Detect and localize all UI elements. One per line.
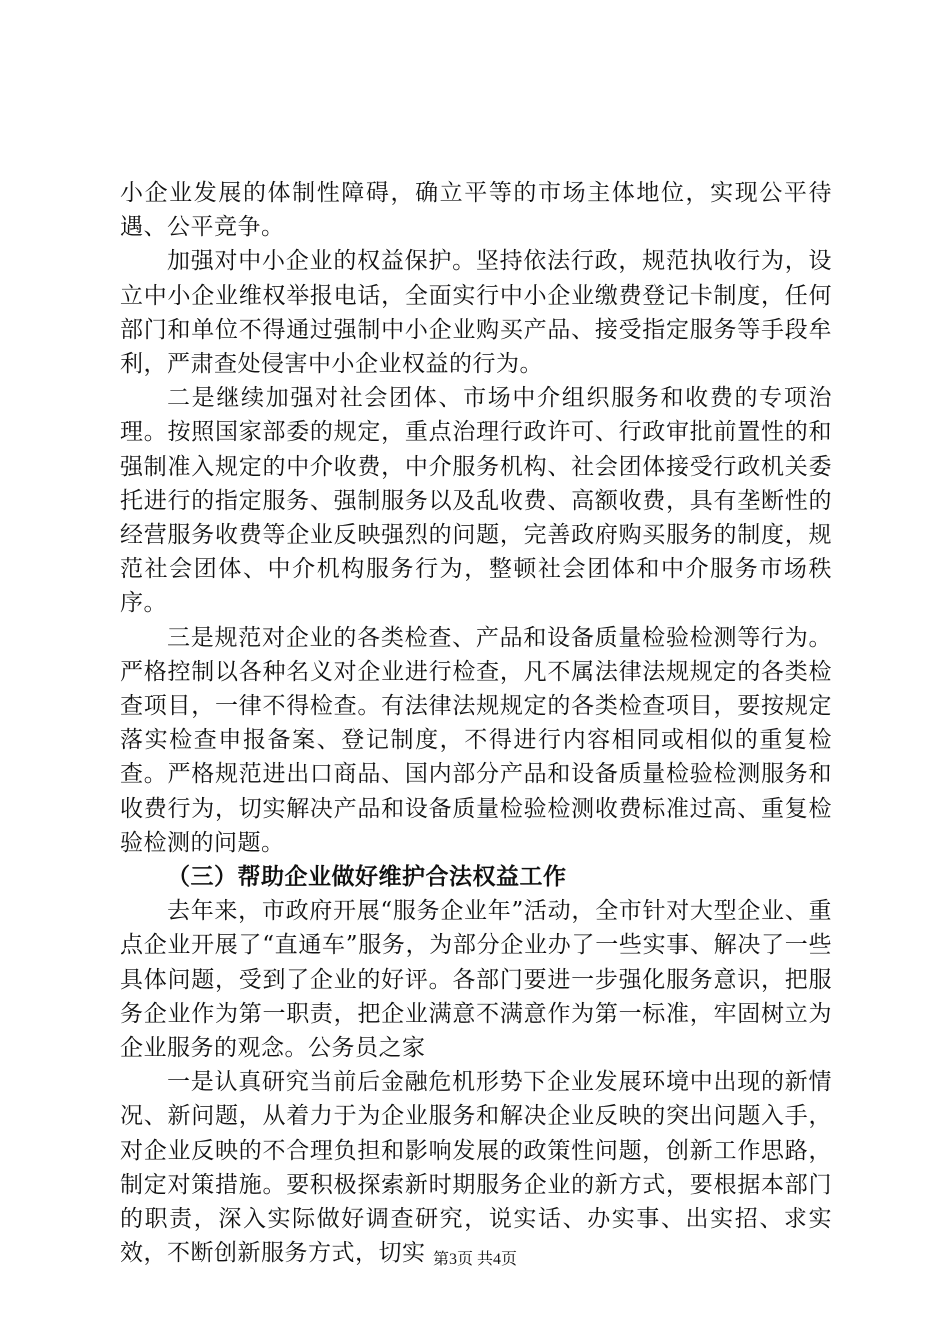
paragraph-point-one: 一是认真研究当前后金融危机形势下企业发展环境中出现的新情况、新问题，从着力于为企业服务和解决企业反映的突出问题入手，对企业反映的不合理负担和影响发展的政策性问题，创新工作思路，制定对策措施。要积极探索新时期服务企业的新方式，要根据本部门的职责，深入实际做好调查研究，说实话、办实事、出实招、求实效，不断创新服务方式，切实 — [120, 1069, 832, 1267]
section-heading: （三）帮助企业做好维护合法权益工作 — [167, 864, 567, 891]
paragraph-continuation: 小企业发展的体制性障碍，确立平等的市场主体地位，实现公平待遇、公平竞争。 — [120, 180, 832, 241]
paragraph-service-year: 去年来，市政府开展“服务企业年”活动，全市针对大型企业、重点企业开展了“直通车”服务，为部分企业办了一些实事、解决了一些具体问题，受到了企业的好评。各部门要进一步强化服务意识，把服务企业作为第一职责，把企业满意不满意作为第一标准，牢固树立为企业服务的观念。公务员之家 — [120, 898, 832, 1062]
document-body — [120, 176, 832, 1271]
paragraph-point-two: 二是继续加强对社会团体、市场中介组织服务和收费的专项治理。按照国家部委的规定，重点治理行政许可、行政审批前置性的和强制准入规定的中介收费，中介服务机构、社会团体接受行政机关委托进行的指定服务、强制服务以及乱收费、高额收费，具有垄断性的经营服务收费等企业反映强烈的问题，完善政府购买服务的制度，规范社会团体、中介机构服务行为，整顿社会团体和中介服务市场秩序。 — [120, 385, 832, 617]
page-number-footer: 第3页 共4页 — [432, 1251, 517, 1268]
paragraph-rights-protection: 加强对中小企业的权益保护。坚持依法行政，规范执收行为，设立中小企业维权举报电话，全面实行中小企业缴费登记卡制度，任何部门和单位不得通过强制中小企业购买产品、接受指定服务等手段牟利，严肃查处侵害中小企业权益的行为。 — [120, 248, 832, 378]
paragraph-point-three: 三是规范对企业的各类检查、产品和设备质量检验检测等行为。严格控制以各种名义对企业进行检查，凡不属法律法规规定的各类检查项目，一律不得检查。有法律法规规定的各类检查项目，要按规定落实检查申报备案、登记制度，不得进行内容相同或相似的重复检查。严格规范进出口商品、国内部分产品和设备质量检验检测服务和收费行为，切实解决产品和设备质量检验检测收费标准过高、重复检验检测的问题。 — [120, 624, 832, 856]
